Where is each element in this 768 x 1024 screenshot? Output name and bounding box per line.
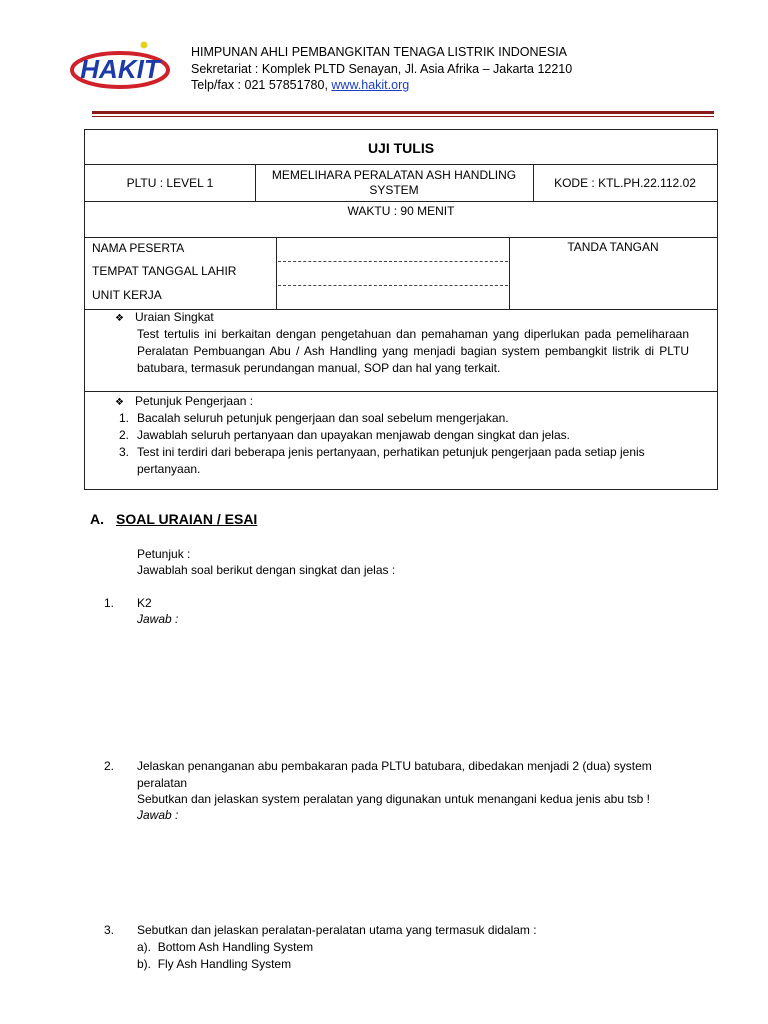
level-cell: PLTU : LEVEL 1 <box>126 176 214 190</box>
question-number: 1. <box>104 596 115 610</box>
list-item: a). Bottom Ash Handling System <box>137 940 314 954</box>
field-label-name: NAMA PESERTA <box>92 241 185 255</box>
diamond-bullet-icon: ❖ <box>115 313 124 324</box>
code-cell: KODE : KTL.PH.22.112.02 <box>554 176 696 190</box>
header-rule <box>92 111 714 114</box>
answer-label: Jawab : <box>137 808 179 822</box>
list-item: 2. Jawablah seluruh pertanyaan dan upayakan menjawab dengan singkat dan jelas. <box>119 428 570 442</box>
name-input-line[interactable] <box>278 261 508 262</box>
field-label-birth: TEMPAT TANGGAL LAHIR <box>92 264 237 278</box>
question-text: K2 <box>137 596 152 610</box>
time-cell: WAKTU : 90 MENIT <box>347 204 455 218</box>
instructions-list <box>119 410 693 478</box>
birth-input-line[interactable] <box>278 285 508 286</box>
answer-label: Jawab : <box>137 612 179 626</box>
question-text: Jelaskan penanganan abu pembakaran pada PLTU batubara, dibedakan menjadi 2 (dua) system peralatan <box>137 759 652 790</box>
website-link[interactable]: www.hakit.org <box>331 78 410 92</box>
field-label-unit: UNIT KERJA <box>92 288 162 302</box>
summary-heading: ❖ Uraian Singkat <box>115 309 214 327</box>
summary-text: Test tertulis ini berkaitan dengan pengetahuan dan pemahaman yang diperlukan pada pemeliharaan Peralatan Pembuangan Abu / Ash Handling yang menjadi bagian system pembangkit listrik di PLTU batubara, termasuk perundangan manual, SOP dan hal yang terkait. <box>137 327 689 375</box>
letterhead <box>191 44 572 94</box>
question-number: 2. <box>104 759 115 773</box>
signature-label: TANDA TANGAN <box>567 240 659 254</box>
secretariat-address: Sekretariat : Komplek PLTD Senayan, Jl. Asia Afrika – Jakarta 12210 <box>191 61 573 76</box>
list-item: 1. Bacalah seluruh petunjuk pengerjaan dan soal sebelum mengerjakan. <box>119 411 509 425</box>
list-item: 3. Test ini terdiri dari beberapa jenis pertanyaan, perhatikan petunjuk pengerjaan pada setiap jenis pertanyaan. <box>119 445 645 476</box>
organization-name: HIMPUNAN AHLI PEMBANGKITAN TENAGA LISTRIK INDONESIA <box>191 45 568 59</box>
question-text: Sebutkan dan jelaskan peralatan-peralatan utama yang termasuk didalam : <box>137 923 537 937</box>
list-item: b). Fly Ash Handling System <box>137 957 292 971</box>
instructions-heading: ❖ Petunjuk Pengerjaan : <box>115 393 253 411</box>
instruction-text: Jawablah soal berikut dengan singkat dan jelas : <box>137 563 396 577</box>
diamond-bullet-icon: ❖ <box>115 397 124 408</box>
hakit-logo <box>70 40 172 92</box>
question-text: Sebutkan dan jelaskan system peralatan yang digunakan untuk menangani kedua jenis abu tsb ! <box>137 792 651 806</box>
exam-form-table <box>84 129 718 490</box>
header-rule-thin <box>92 116 714 117</box>
form-title: UJI TULIS <box>367 140 435 156</box>
contact-line: Telp/fax : 021 57851780, www.hakit.org <box>191 78 410 92</box>
question-number: 3. <box>104 923 115 937</box>
instruction-label: Petunjuk : <box>137 547 191 561</box>
logo-text: HAKIT <box>80 54 160 84</box>
subject-cell: MEMELIHARA PERALATAN ASH HANDLING SYSTEM <box>271 168 517 197</box>
section-a-heading: A. SOAL URAIAN / ESAI <box>90 511 258 527</box>
